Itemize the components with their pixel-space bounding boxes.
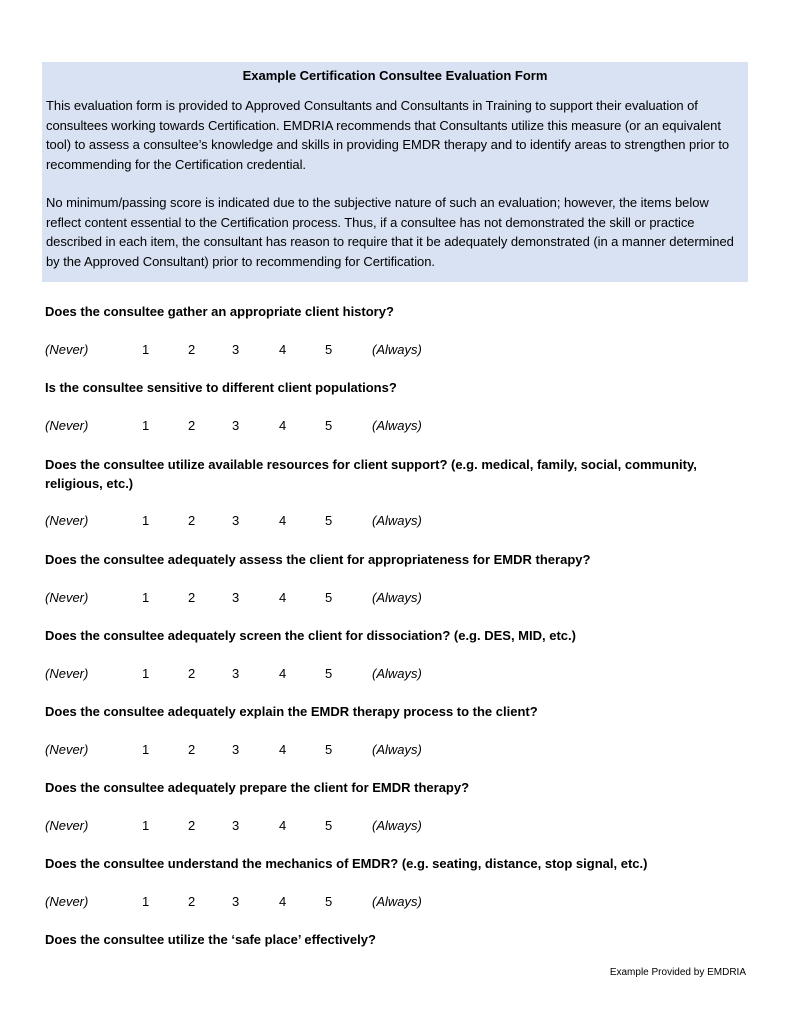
question-6: Does the consultee adequately explain the EMDR therapy process to the client? (45, 704, 538, 719)
scale-low-label: (Never) (45, 818, 89, 833)
rating-option-4[interactable]: 4 (279, 590, 287, 605)
scale-high-label: (Always) (372, 418, 422, 433)
rating-scale-5 (45, 665, 465, 683)
scale-high-label: (Always) (372, 513, 422, 528)
rating-scale-3 (45, 512, 465, 530)
scale-high-label: (Always) (372, 894, 422, 909)
question-4: Does the consultee adequately assess the client for appropriateness for EMDR therapy? (45, 552, 591, 567)
rating-option-4[interactable]: 4 (279, 513, 287, 528)
rating-option-2[interactable]: 2 (188, 818, 196, 833)
rating-option-1[interactable]: 1 (142, 342, 150, 357)
rating-option-5[interactable]: 5 (325, 590, 333, 605)
rating-option-4[interactable]: 4 (279, 342, 287, 357)
rating-option-3[interactable]: 3 (232, 818, 240, 833)
rating-option-4[interactable]: 4 (279, 894, 287, 909)
rating-option-2[interactable]: 2 (188, 513, 196, 528)
rating-option-2[interactable]: 2 (188, 666, 196, 681)
rating-option-3[interactable]: 3 (232, 342, 240, 357)
rating-option-2[interactable]: 2 (188, 894, 196, 909)
rating-option-5[interactable]: 5 (325, 418, 333, 433)
rating-option-1[interactable]: 1 (142, 590, 150, 605)
rating-option-3[interactable]: 3 (232, 418, 240, 433)
intro-paragraph-1: This evaluation form is provided to Approved Consultants and Consultants in Training to support their evaluation of consultees working towards Certification. EMDRIA recommends that Consultants utilize this measure (or an equivalent tool) to assess a consultee’s knowledge and skills in providing EMDR therapy and to identify areas to strengthen prior to recommending for the Certification credential. (46, 98, 730, 172)
rating-option-4[interactable]: 4 (279, 666, 287, 681)
rating-scale-7 (45, 817, 465, 835)
rating-option-4[interactable]: 4 (279, 418, 287, 433)
rating-scale-1 (45, 341, 465, 359)
question-7: Does the consultee adequately prepare the client for EMDR therapy? (45, 780, 470, 795)
rating-option-5[interactable]: 5 (325, 513, 333, 528)
scale-low-label: (Never) (45, 590, 89, 605)
scale-high-label: (Always) (372, 742, 422, 757)
rating-option-2[interactable]: 2 (188, 342, 196, 357)
rating-option-4[interactable]: 4 (279, 742, 287, 757)
rating-option-2[interactable]: 2 (188, 418, 196, 433)
intro-paragraph-2: No minimum/passing score is indicated due to the subjective nature of such an evaluation; however, the items below reflect content essential to the Certification process. Thus, if a consultee has not demonstrated the skill or practice described in each item, the consultant has reason to require that it be adequately demonstrated (in a manner determined by the Approved Consultant) prior to recommending for Certification. (46, 195, 734, 269)
rating-option-4[interactable]: 4 (279, 818, 287, 833)
question-8: Does the consultee understand the mechanics of EMDR? (e.g. seating, distance, stop signal, etc.) (45, 856, 648, 871)
intro-box (42, 62, 748, 282)
rating-option-1[interactable]: 1 (142, 742, 150, 757)
rating-option-3[interactable]: 3 (232, 590, 240, 605)
rating-option-5[interactable]: 5 (325, 818, 333, 833)
footer-credit: Example Provided by EMDRIA (609, 967, 746, 978)
rating-option-1[interactable]: 1 (142, 894, 150, 909)
rating-option-3[interactable]: 3 (232, 513, 240, 528)
rating-scale-8 (45, 893, 465, 911)
rating-scale-6 (45, 741, 465, 759)
question-5: Does the consultee adequately screen the client for dissociation? (e.g. DES, MID, etc.) (45, 628, 576, 643)
scale-high-label: (Always) (372, 666, 422, 681)
scale-high-label: (Always) (372, 590, 422, 605)
rating-option-5[interactable]: 5 (325, 894, 333, 909)
scale-low-label: (Never) (45, 513, 89, 528)
rating-scale-2 (45, 417, 465, 435)
rating-scale-4 (45, 589, 465, 607)
scale-low-label: (Never) (45, 666, 89, 681)
rating-option-5[interactable]: 5 (325, 342, 333, 357)
rating-option-2[interactable]: 2 (188, 590, 196, 605)
question-3: Does the consultee utilize available resources for client support? (e.g. medical, family, social, community, religious, etc.) (45, 457, 697, 491)
rating-option-5[interactable]: 5 (325, 666, 333, 681)
question-9: Does the consultee utilize the ‘safe place’ effectively? (45, 932, 376, 947)
rating-option-2[interactable]: 2 (188, 742, 196, 757)
rating-option-1[interactable]: 1 (142, 513, 150, 528)
scale-low-label: (Never) (45, 894, 89, 909)
rating-option-3[interactable]: 3 (232, 742, 240, 757)
scale-low-label: (Never) (45, 342, 89, 357)
rating-option-3[interactable]: 3 (232, 894, 240, 909)
rating-option-5[interactable]: 5 (325, 742, 333, 757)
question-2: Is the consultee sensitive to different client populations? (45, 380, 397, 395)
rating-option-1[interactable]: 1 (142, 418, 150, 433)
scale-low-label: (Never) (45, 418, 89, 433)
question-1: Does the consultee gather an appropriate client history? (45, 304, 394, 319)
rating-option-1[interactable]: 1 (142, 818, 150, 833)
scale-high-label: (Always) (372, 818, 422, 833)
rating-option-3[interactable]: 3 (232, 666, 240, 681)
form-title: Example Certification Consultee Evaluation Form (242, 68, 548, 83)
rating-option-1[interactable]: 1 (142, 666, 150, 681)
scale-high-label: (Always) (372, 342, 422, 357)
scale-low-label: (Never) (45, 742, 89, 757)
